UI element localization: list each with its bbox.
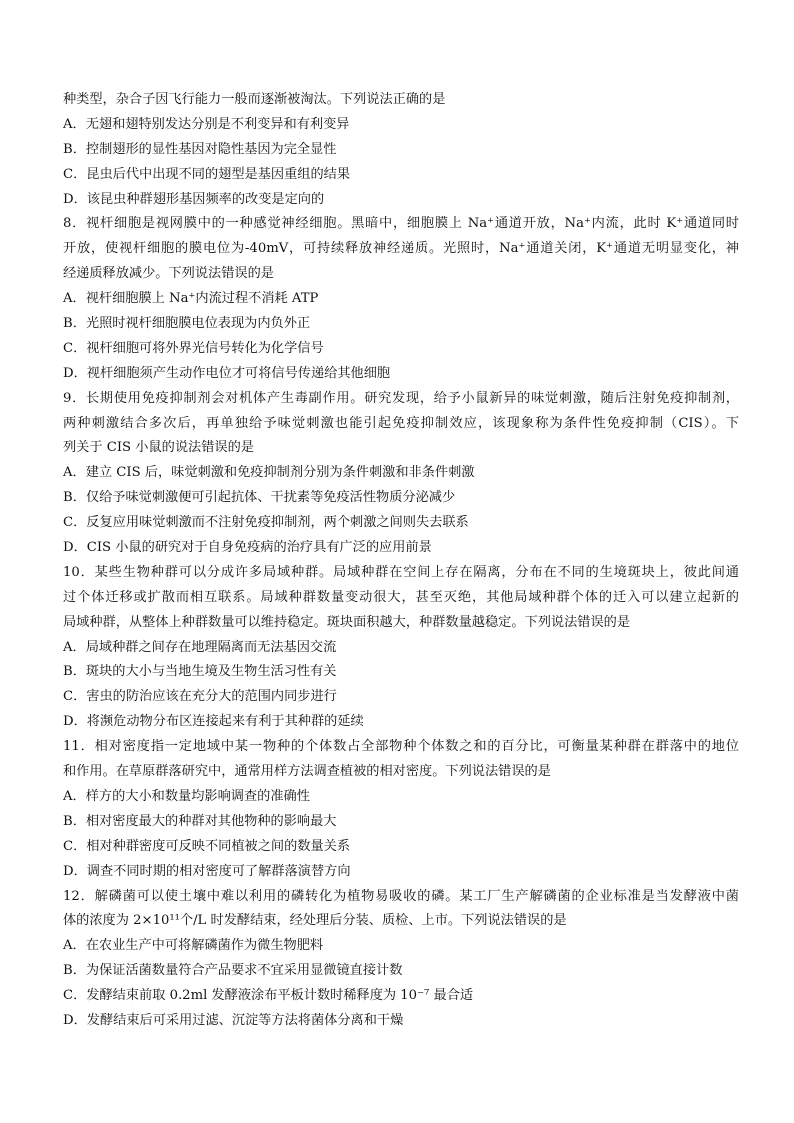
page-content: [63, 88, 739, 1034]
question-10: [63, 561, 739, 735]
option-b: B．仅给予味觉刺激便可引起抗体、干扰素等免疫活性物质分泌减少: [63, 490, 456, 506]
option-d: D．调查不同时期的相对密度可了解群落演替方向: [63, 863, 351, 879]
option-c: C．昆虫后代中出现不同的翅型是基因重组的结果: [63, 166, 351, 182]
question-8: [63, 212, 739, 386]
question-7: [63, 88, 739, 212]
option-a: A．局域种群之间存在地理隔离而无法基因交流: [63, 639, 337, 655]
option-b: B．相对密度最大的种群对其他物种的影响最大: [63, 813, 337, 829]
option-b: B．为保证活菌数量符合产品要求不宜采用显微镜直接计数: [63, 963, 403, 979]
option-a: A．无翅和翅特别发达分别是不利变异和有利变异: [63, 116, 350, 132]
question-stem-line: 9．长期使用免疫抑制剂会对机体产生毒副作用。研究发现，给予小鼠新异的味觉刺激，随后注射免疫抑制剂，: [63, 390, 739, 406]
question-9: [63, 387, 739, 561]
option-c: C．反复应用味觉刺激而不注射免疫抑制剂，两个刺激之间则失去联系: [63, 515, 469, 531]
option-c: C．相对种群密度可反映不同植被之间的数量关系: [63, 838, 351, 854]
option-d: D．视杆细胞须产生动作电位才可将信号传递给其他细胞: [63, 365, 391, 381]
question-stem-line: 8．视杆细胞是视网膜中的一种感觉神经细胞。黑暗中，细胞膜上 Na⁺通道开放，Na⁺内流，此时 K⁺通道同时: [63, 216, 739, 232]
question-stem-line: 12．解磷菌可以使土壤中难以利用的磷转化为植物易吸收的磷。某工厂生产解磷菌的企业标准是当发酵液中菌: [63, 888, 739, 904]
question-12: [63, 885, 739, 1034]
option-d: D．该昆虫种群翅形基因频率的改变是定向的: [63, 191, 325, 207]
question-stem-line: 11．相对密度指一定地域中某一物种的个体数占全部物种个体数之和的百分比，可衡量某种群在群落中的地位: [63, 739, 739, 755]
option-d: D．发酵结束后可采用过滤、沉淀等方法将菌体分离和干燥: [63, 1012, 404, 1028]
question-stem-line: 列关于 CIS 小鼠的说法错误的是: [63, 440, 254, 456]
question-stem-line: 种类型，杂合子因飞行能力一般而逐渐被淘汰。下列说法正确的是: [63, 92, 446, 107]
question-stem-line: 局域种群，从整体上种群数量可以维持稳定。斑块面积越大，种群数量越稳定。下列说法错误的是: [63, 614, 631, 630]
option-b: B．斑块的大小与当地生境及生物生活习性有关: [63, 664, 337, 680]
option-a: A．样方的大小和数量均影响调查的准确性: [63, 788, 310, 804]
question-stem-line: 过个体迁移或扩散而相互联系。局域种群数量变动很大，甚至灭绝，其他局域种群个体的迁入可以建立起新的: [63, 589, 739, 605]
question-11: [63, 735, 739, 884]
option-a: A．视杆细胞膜上 Na⁺内流过程不消耗 ATP: [63, 291, 319, 307]
option-c: C．发酵结束前取 0.2ml 发酵液涂布平板计数时稀释度为 10⁻⁷ 最合适: [63, 988, 474, 1004]
question-stem-line: 开放，使视杆细胞的膜电位为-40mV，可持续释放神经递质。光照时，Na⁺通道关闭，K⁺通道无明显变化，神: [63, 241, 739, 257]
question-stem-line: 和作用。在草原群落研究中，通常用样方法调查植被的相对密度。下列说法错误的是: [63, 764, 551, 780]
option-c: C．害虫的防治应该在充分大的范围内同步进行: [63, 689, 337, 705]
option-a: A．建立 CIS 后，味觉刺激和免疫抑制剂分别为条件刺激和非条件刺激: [63, 465, 475, 481]
option-c: C．视杆细胞可将外界光信号转化为化学信号: [63, 340, 324, 356]
question-stem-line: 体的浓度为 2×10¹¹个/L 时发酵结束，经处理后分装、质检、上市。下列说法错误的是: [63, 913, 567, 929]
question-stem-line: 两种刺激结合多次后，再单独给予味觉刺激也能引起免疫抑制效应，该现象称为条件性免疫抑制（CIS）。下: [63, 415, 739, 431]
option-a: A．在农业生产中可将解磷菌作为微生物肥料: [63, 938, 324, 954]
option-d: D．CIS 小鼠的研究对于自身免疫病的治疗具有广泛的应用前景: [63, 540, 432, 556]
question-stem-line: 10．某些生物种群可以分成许多局域种群。局域种群在空间上存在隔离，分布在不同的生境斑块上，彼此间通: [63, 564, 739, 580]
question-stem-line: 经递质释放减少。下列说法错误的是: [63, 266, 274, 282]
option-b: B．控制翅形的显性基因对隐性基因为完全显性: [63, 141, 337, 157]
option-b: B．光照时视杆细胞膜电位表现为内负外正: [63, 316, 311, 332]
option-d: D．将濒危动物分布区连接起来有利于其种群的延续: [63, 714, 364, 730]
